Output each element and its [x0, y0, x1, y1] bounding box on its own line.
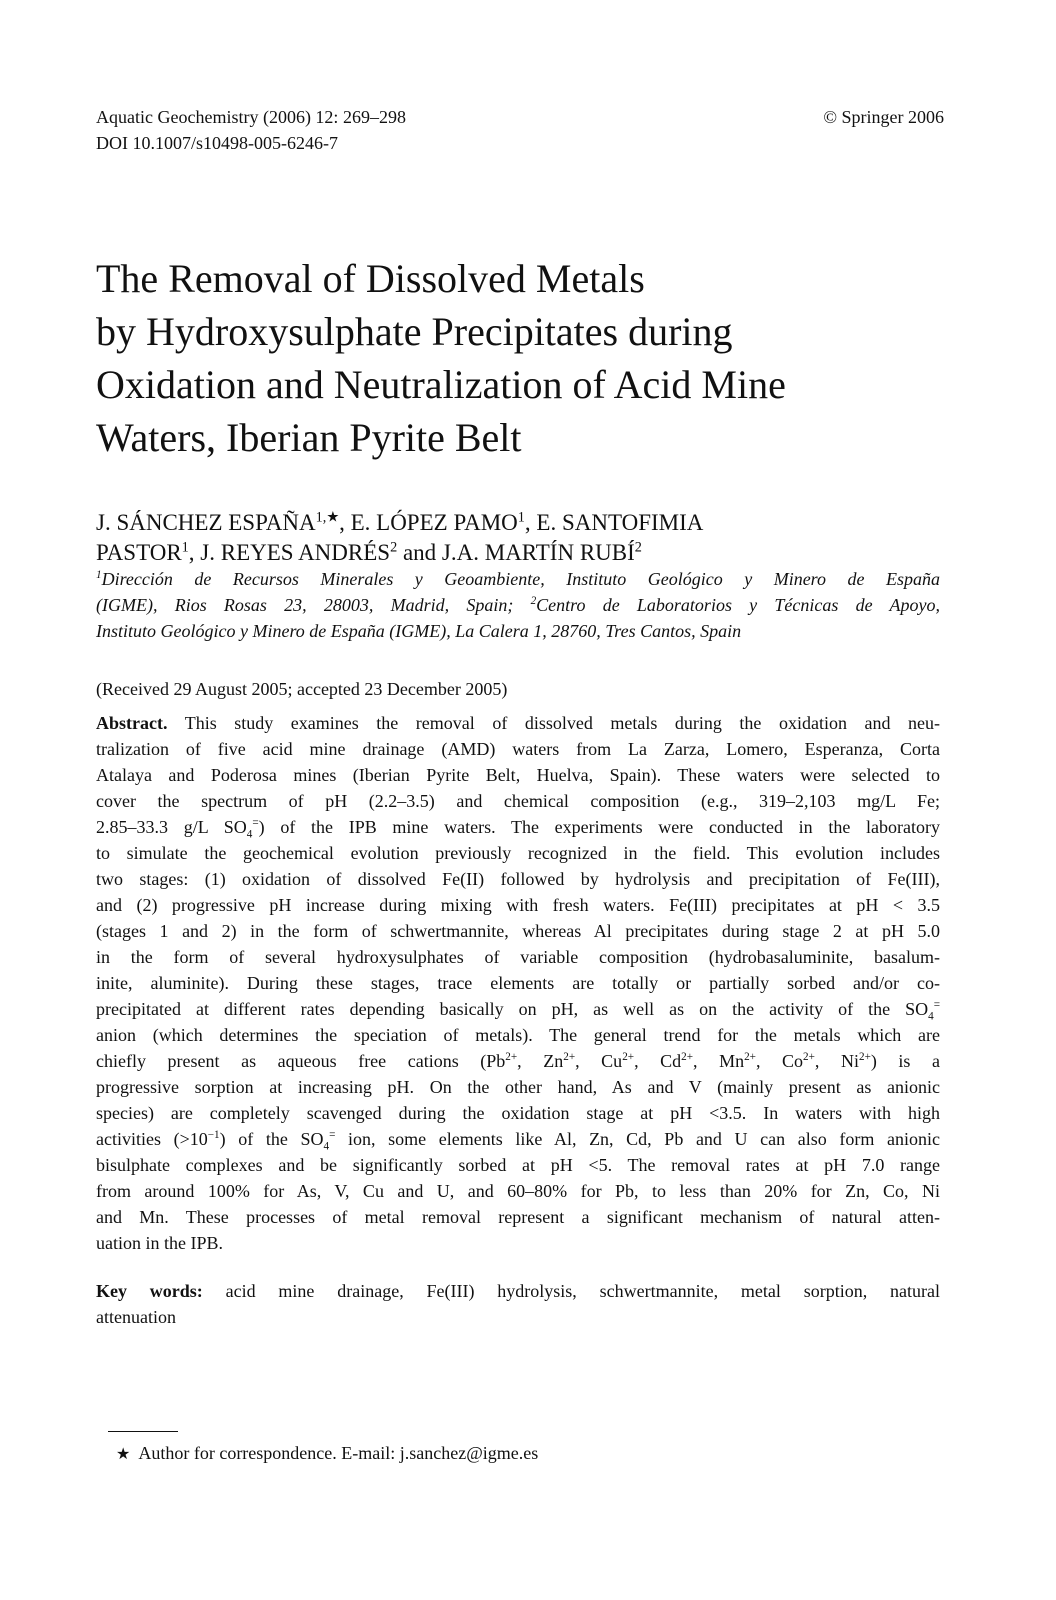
keywords-label: Key words: — [96, 1281, 203, 1301]
abstract-line — [96, 814, 940, 840]
keywords-line: attenuation — [96, 1307, 176, 1327]
footnote — [116, 1440, 538, 1468]
abstract-line: in the form of several hydroxysulphates of variable composition (hydrobasaluminite, basalum- — [96, 947, 940, 967]
abstract-text: , Zn — [517, 1051, 564, 1071]
keywords-text: acid mine drainage, Fe(III) hydrolysis, schwertmannite, metal sorption, natural — [202, 1281, 940, 1301]
author-sup: 2 — [390, 539, 398, 556]
abstract-text: , Ni — [814, 1051, 859, 1071]
subscript: 4 — [246, 828, 253, 841]
abstract-line: and (2) progressive pH increase during mixing with fresh waters. Fe(III) precipitates at pH < 3.5 — [96, 895, 940, 915]
author-list — [96, 508, 956, 568]
superscript: = — [252, 817, 259, 829]
abstract-line — [96, 1126, 940, 1152]
affiliation-line — [96, 566, 940, 592]
affiliation-text: (IGME), Rios Rosas 23, 28003, Madrid, Spain; — [96, 595, 531, 615]
affiliation-line — [96, 592, 940, 618]
author-name: , J. REYES ANDRÉS — [188, 540, 391, 565]
title-line: The Removal of Dissolved Metals — [96, 256, 645, 301]
charge: 2+ — [622, 1051, 635, 1063]
abstract-line: inite, aluminite). During these stages, trace elements are totally or partially sorbed and/or co- — [96, 973, 940, 993]
abstract-text: 2.85–33.3 g/L SO — [96, 817, 247, 837]
abstract-text: , Co — [755, 1051, 804, 1071]
abstract-line: to simulate the geochemical evolution previously recognized in the field. This evolution includes — [96, 843, 940, 863]
abstract-line: species) are completely scavenged during the oxidation stage at pH <3.5. In waters with high — [96, 1103, 940, 1123]
charge: 2+ — [681, 1051, 694, 1063]
author-sup: 1 — [517, 509, 525, 526]
abstract-line: anion (which determines the speciation of metals). The general trend for the metals which are — [96, 1025, 940, 1045]
charge: 2+ — [803, 1051, 815, 1063]
abstract-text: ) of the IPB mine waters. The experiments were conducted in the laboratory — [258, 817, 940, 837]
charge: 2+ — [505, 1051, 518, 1063]
affiliation-text: Dirección de Recursos Minerales y Geoambiente, Instituto Geológico y Minero de España — [101, 569, 940, 589]
journal-meta — [96, 104, 406, 156]
author-name: , E. LÓPEZ PAMO — [339, 510, 518, 535]
keywords-line — [96, 1278, 940, 1304]
affiliation-sup: 1 — [96, 569, 102, 581]
abstract — [96, 710, 940, 1256]
author-sup: 1 — [181, 539, 189, 556]
journal-citation: Aquatic Geochemistry (2006) 12: 269–298 — [96, 107, 406, 127]
abstract-line: (stages 1 and 2) in the form of schwertmannite, whereas Al precipitates during stage 2 at pH 5.0 — [96, 921, 940, 941]
author-name: and J.A. MARTÍN RUBÍ — [397, 540, 635, 565]
doi: DOI 10.1007/s10498-005-6246-7 — [96, 133, 338, 153]
abstract-text: ) of the SO — [219, 1129, 324, 1149]
footnote-text: Author for correspondence. E-mail: j.sanchez@igme.es — [138, 1443, 539, 1463]
affiliation-text: Centro de Laboratorios y Técnicas de Apoyo, — [536, 595, 940, 615]
keywords — [96, 1278, 940, 1330]
charge: 2+ — [744, 1051, 756, 1063]
abstract-label: Abstract. — [96, 713, 168, 733]
affiliations — [96, 566, 940, 644]
abstract-line: and Mn. These processes of metal removal represent a significant mechanism of natural atten- — [96, 1207, 940, 1227]
abstract-line: two stages: (1) oxidation of dissolved Fe(II) followed by hydrolysis and precipitation of Fe(III), — [96, 869, 940, 889]
abstract-line — [96, 710, 940, 736]
author-name: J. SÁNCHEZ ESPAÑA — [96, 510, 316, 535]
abstract-text: ) is a — [870, 1051, 940, 1071]
abstract-text: , Cd — [634, 1051, 682, 1071]
abstract-line — [96, 1048, 940, 1074]
footnote-rule — [108, 1431, 178, 1432]
abstract-line: Atalaya and Poderosa mines (Iberian Pyrite Belt, Huelva, Spain). These waters were selected to — [96, 765, 940, 785]
superscript: = — [933, 999, 940, 1011]
superscript: = — [329, 1129, 336, 1141]
abstract-line: cover the spectrum of pH (2.2–3.5) and chemical composition (e.g., 319–2,103 mg/L Fe; — [96, 791, 940, 811]
title-line: Waters, Iberian Pyrite Belt — [96, 415, 522, 460]
received-dates: (Received 29 August 2005; accepted 23 December 2005) — [96, 679, 508, 699]
affiliation-sup: 2 — [530, 595, 537, 607]
author-name: PASTOR — [96, 540, 182, 565]
abstract-text: precipitated at different rates depending basically on pH, as well as on the activity of the SO — [96, 999, 929, 1019]
abstract-line — [96, 996, 940, 1022]
author-sup: 1,★ — [315, 509, 340, 526]
superscript: −1 — [207, 1129, 220, 1141]
abstract-line: from around 100% for As, V, Cu and U, and 60–80% for Pb, to less than 20% for Zn, Co, Ni — [96, 1181, 940, 1201]
author-sup: 2 — [634, 539, 642, 556]
abstract-line: bisulphate complexes and be significantly sorbed at pH <5. The removal rates at pH 7.0 range — [96, 1155, 940, 1175]
paper-title — [96, 252, 956, 464]
abstract-line: uation in the IPB. — [96, 1233, 223, 1253]
abstract-text: , Cu — [575, 1051, 623, 1071]
copyright: © Springer 2006 — [823, 107, 944, 127]
abstract-text: , Mn — [693, 1051, 745, 1071]
abstract-text: This study examines the removal of dissolved metals during the oxidation and neu- — [167, 713, 940, 733]
abstract-line: progressive sorption at increasing pH. On the other hand, As and V (mainly present as anionic — [96, 1077, 940, 1097]
star-icon: ★ — [116, 1446, 131, 1463]
subscript: 4 — [928, 1010, 934, 1023]
author-name: , E. SANTOFIMIA — [524, 510, 704, 535]
author-line — [96, 508, 956, 538]
subscript: 4 — [323, 1140, 330, 1153]
affiliation-line: Instituto Geológico y Minero de España (IGME), La Calera 1, 28760, Tres Cantos, Spain — [96, 621, 742, 641]
abstract-text: activities (>10 — [96, 1129, 208, 1149]
title-line: by Hydroxysulphate Precipitates during — [96, 309, 733, 354]
abstract-line: tralization of five acid mine drainage (AMD) waters from La Zarza, Lomero, Esperanza, Corta — [96, 739, 940, 759]
author-line — [96, 538, 956, 568]
charge: 2+ — [859, 1051, 871, 1063]
title-line: Oxidation and Neutralization of Acid Mine — [96, 362, 786, 407]
abstract-text: chiefly present as aqueous free cations (Pb — [96, 1051, 506, 1071]
charge: 2+ — [563, 1051, 576, 1063]
abstract-text: ion, some elements like Al, Zn, Cd, Pb and U can also form anionic — [335, 1129, 940, 1149]
